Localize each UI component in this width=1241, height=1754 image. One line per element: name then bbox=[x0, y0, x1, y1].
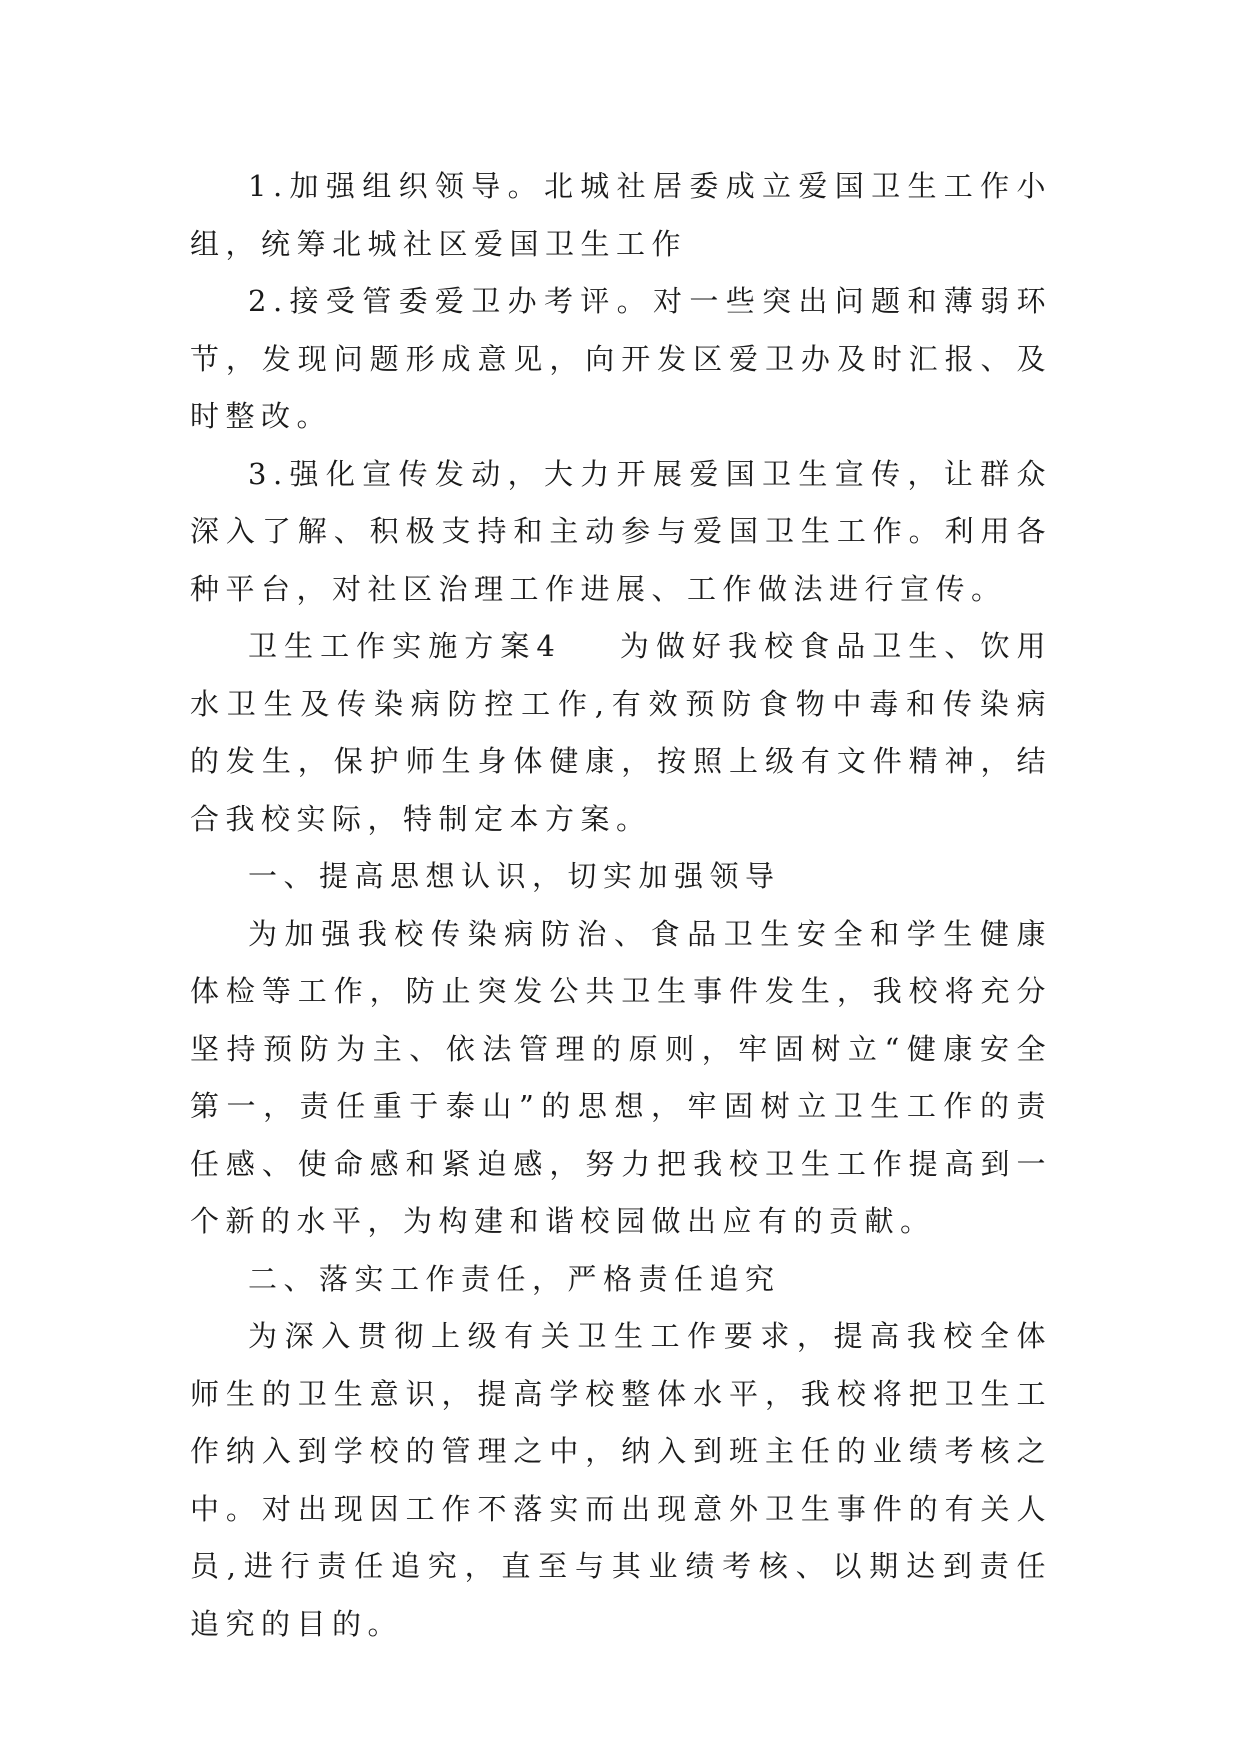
list-item-strengthen-leadership: 1.加强组织领导。北城社居委成立爱国卫生工作小组，统筹北城社区爱国卫生工作 bbox=[190, 169, 1052, 261]
list-item-publicity: 3.强化宣传发动，大力开展爱国卫生宣传，让群众深入了解、积极支持和主动参与爱国卫生工作。利用各种平台，对社区治理工作进展、工作做法进行宣传。 bbox=[190, 456, 1052, 606]
section-body-2: 为深入贯彻上级有关卫生工作要求，提高我校全体师生的卫生意识，提高学校整体水平，我校将把卫生工作纳入到学校的管理之中，纳入到班主任的业绩考核之中。对出现因工作不落实而出现意外卫生事件的有关人员,进行责任追究，直至与其业绩考核、以期达到责任追究的目的。 bbox=[190, 1319, 1052, 1641]
section-body-1: 为加强我校传染病防治、食品卫生安全和学生健康体检等工作，防止突发公共卫生事件发生，我校将充分坚持预防为主、依法管理的原则，牢固树立“健康安全第一，责任重于泰山”的思想，牢固树立卫生工作的责任感、使命感和紧迫感，努力把我校卫生工作提高到一个新的水平，为构建和谐校园做出应有的贡献。 bbox=[190, 916, 1052, 1238]
document-body bbox=[190, 158, 1052, 1653]
section-heading-1: 一、提高思想认识，切实加强领导 bbox=[248, 859, 781, 893]
plan-4-heading: 卫生工作实施方案4 bbox=[248, 629, 562, 663]
plan-4-paragraph bbox=[190, 618, 1052, 848]
plan-4-intro: 为做好我校食品卫生、饮用水卫生及传染病防控工作,有效预防食物中毒和传染病的发生，保护师生身体健康，按照上级有文件精神，结合我校实际，特制定本方案。 bbox=[190, 629, 1052, 836]
list-item-accept-evaluation: 2.接受管委爱卫办考评。对一些突出问题和薄弱环节，发现问题形成意见，向开发区爱卫办及时汇报、及时整改。 bbox=[190, 284, 1052, 433]
section-heading-2: 二、落实工作责任，严格责任追究 bbox=[248, 1261, 781, 1296]
